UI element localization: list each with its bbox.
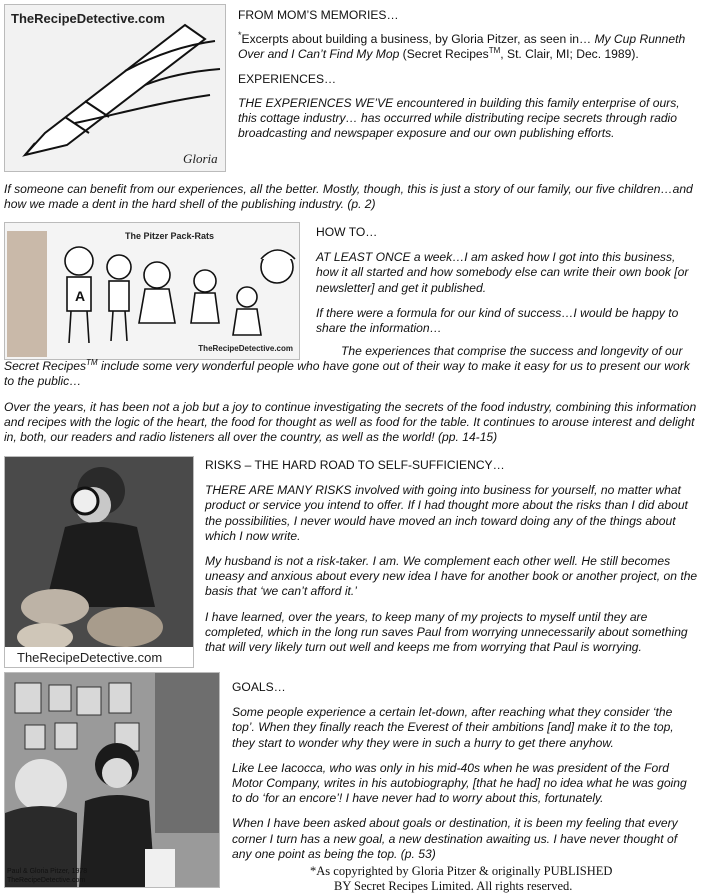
image-caption: The Pitzer Pack-Rats <box>125 231 215 241</box>
copyright-footer <box>310 864 700 894</box>
woman-with-magnifier-icon <box>5 457 193 667</box>
paragraph: If someone can benefit from our experiences, all the better. Mostly, though, this is just a story of our family, our five children…and how we made a dent in the hard shell of the publishing industry. (p. 2) <box>4 182 693 212</box>
image-watermark: TheRecipeDetective.com <box>11 11 165 26</box>
paragraph: When I have been asked about goals or destination, it is been my feeling that every corner I turn has a new goal, a new destination awaiting us. I have never thought of any one point as being the top. (p. 53) <box>232 816 678 861</box>
intro-text: Excerpts about building a business, by Gloria Pitzer, as seen in… <box>241 32 595 47</box>
hand-with-pen-icon <box>5 5 225 171</box>
paragraph <box>4 344 698 390</box>
paragraph-text: The experiences that comprise the success and longevity of our Secret Recipes <box>4 344 683 374</box>
svg-text:A: A <box>75 288 86 304</box>
trademark-mark: TM <box>488 46 501 56</box>
paragraph: Some people experience a certain let-down, after reaching what they consider ‘the top’. When they finally reach the Everest of their ambitions [and] make it to the top, they start to wonder why they were in such a hurry to get there anyhow. <box>232 705 674 750</box>
copyright-line: BY Secret Recipes Limited. All rights reserved. <box>334 879 573 893</box>
section-heading: HOW TO… <box>316 225 378 239</box>
intro-text: (Secret Recipes <box>399 47 489 62</box>
paragraph: My husband is not a risk-taker. I am. We complement each other well. He still becomes uneasy and anxious about every new idea I have for another book or another project, on the basis that ‘we can’t afford it.’ <box>205 554 698 599</box>
paragraph: If there were a formula for our kind of success…I would be happy to share the information… <box>316 305 679 336</box>
pack-rats-cartoon-image <box>4 222 300 360</box>
section-heading: RISKS – THE HARD ROAD TO SELF-SUFFICIENCY… <box>205 458 505 472</box>
section-heading: FROM MOM’S MEMORIES… <box>238 8 399 22</box>
image-watermark: TheRecipeDetective.com <box>198 343 293 353</box>
paragraph-text: include some very wonderful people who have gone out of their way to make it easy for us to present our work to the public… <box>4 359 690 389</box>
section-heading: GOALS… <box>232 680 286 694</box>
intro-text: , St. Clair, MI; Dec. 1989). <box>500 47 639 62</box>
section-heading: EXPERIENCES… <box>238 71 337 86</box>
couple-at-desk-icon <box>5 673 219 887</box>
paragraph: I have learned, over the years, to keep many of my projects to myself until they are completed, which in the long run saves Paul from worrying unnecessarily about something that will very likely turn out well and keeps me from worrying that Paul is worrying. <box>205 609 688 655</box>
signature-text: Gloria <box>183 151 218 166</box>
section-goals <box>232 680 698 862</box>
pen-drawing-image <box>4 4 226 172</box>
paragraph: AT LEAST ONCE a week…I am asked how I got into this business, how it all started and how somebody else can write their own book [or newsletter] and get it published. <box>316 250 689 295</box>
copyright-line: *As copyrighted by Gloria Pitzer & originally PUBLISHED <box>310 864 613 878</box>
image-watermark: TheRecipeDetective.com <box>17 649 163 665</box>
asterisk-mark: * <box>238 30 242 41</box>
paragraph: Over the years, it has been not a job but a joy to continue investigating the secrets of the food industry, combining this information and recipes with the logic of the heart, the food for thought as well as food for the table. It continues to arouse interest and delight in, both, our readers and radio listeners all over the country, as well as the world! (pp. 14-15) <box>4 400 697 445</box>
paragraph: Like Lee Iacocca, who was only in his mid-40s when he was president of the Ford Motor Company, writes in his autobiography, [that he had] no idea what he was going to do ‘for an encore’! I have never had to worry about this, fortunately. <box>232 760 687 806</box>
paragraph: THE EXPERIENCES WE’VE encountered in building this family enterprise of ours, this cottage industry… has occurred while distributing recipe secrets through radio broadcasting and newspaper exposure and our own publishing efforts. <box>238 95 680 141</box>
image-caption: Paul & Gloria Pitzer, 1978 <box>7 868 88 875</box>
book-title: My Cup Runneth Over and I Can’t Find My Mop <box>238 32 686 62</box>
section-how-to <box>316 225 698 346</box>
trademark-mark: TM <box>86 358 98 368</box>
image-watermark: TheRecipeDetective.com <box>7 877 86 884</box>
magnifier-photo-image <box>4 456 194 668</box>
cartoon-figures-icon <box>5 223 299 359</box>
section-from-moms-memories <box>238 8 696 141</box>
paragraph: THERE ARE MANY RISKS involved with going into business for yourself, no matter what product or service you intend to offer. If I had thought more about the risks than I did about the possibilities, I never would have moved an inch toward doing any of the things about which I now write. <box>205 483 688 543</box>
section-risks <box>205 458 698 655</box>
intro-paragraph <box>238 32 696 62</box>
couple-photo-image <box>4 672 220 888</box>
